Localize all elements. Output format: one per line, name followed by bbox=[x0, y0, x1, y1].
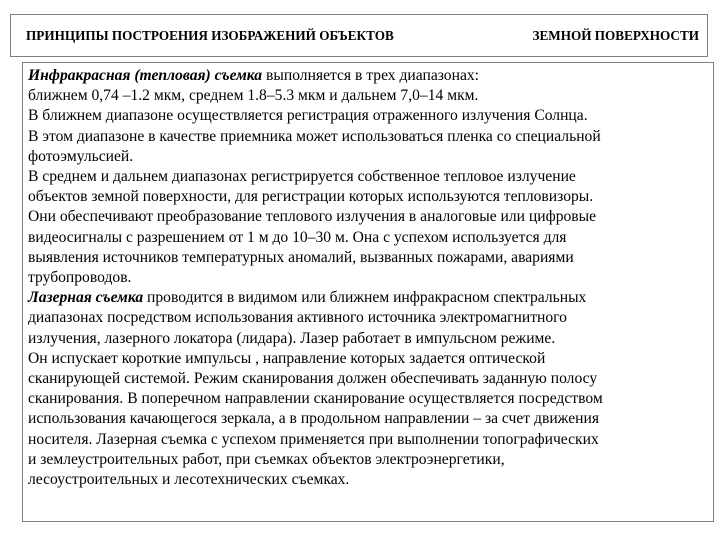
text-line bbox=[28, 66, 713, 86]
text-fragment: выполняется в трех диапазонах: bbox=[262, 67, 479, 84]
content-block bbox=[22, 62, 714, 522]
title-right: ЗЕМНОЙ ПОВЕРХНОСТИ bbox=[532, 27, 699, 43]
text-line: и землеустроительных работ, при съемках объектов электроэнергетики, bbox=[28, 450, 505, 468]
text-line: диапазонах посредством использования активного источника электромагнитного bbox=[28, 309, 567, 327]
text-line: выявления источников температурных аномалий, вызванных пожарами, авариями bbox=[28, 248, 574, 266]
text-line: Они обеспечивают преобразование теплового излучения в аналоговые или цифровые bbox=[28, 208, 597, 226]
slide-title bbox=[10, 14, 708, 57]
text-line: трубопроводов. bbox=[28, 269, 132, 287]
text-line: В этом диапазоне в качестве приемника может использоваться пленка со специальной bbox=[28, 127, 601, 145]
text-line bbox=[28, 288, 713, 308]
text-line: использования качающегося зеркала, а в продольном направлении – за счет движения bbox=[28, 410, 600, 428]
text-line: сканирующей системой. Режим сканирования должен обеспечивать заданную полосу bbox=[28, 370, 598, 388]
term-infrared: Инфракрасная (тепловая) съемка bbox=[28, 67, 263, 84]
text-line: В ближнем диапазоне осуществляется регистрация отраженного излучения Солнца. bbox=[28, 107, 588, 125]
text-line: излучения, лазерного локатора (лидара). Лазер работает в импульсном режиме. bbox=[28, 329, 556, 347]
text-line: В среднем и дальнем диапазонах регистрируется собственное тепловое излучение bbox=[28, 168, 576, 186]
text-line: ближнем 0,74 –1.2 мкм, среднем 1.8–5.3 мкм и дальнем 7,0–14 мкм. bbox=[28, 87, 479, 105]
text-fragment: проводится в видимом или ближнем инфракрасном спектральных bbox=[143, 289, 587, 307]
text-line: лесоустроительных и лесотехнических съемках. bbox=[28, 471, 350, 489]
text-line: носителя. Лазерная съемка с успехом применяется при выполнении топографических bbox=[28, 430, 599, 448]
term-laser: Лазерная съемка bbox=[28, 289, 144, 307]
text-line: видеосигналы с разрешением от 1 м до 10–30 м. Она с успехом используется для bbox=[28, 228, 567, 246]
text-line: сканирования. В поперечном направлении сканирование осуществляется посредством bbox=[28, 390, 603, 408]
text-line: объектов земной поверхности, для регистрации которых используются тепловизоры. bbox=[28, 188, 594, 206]
title-left: ПРИНЦИПЫ ПОСТРОЕНИЯ ИЗОБРАЖЕНИЙ ОБЪЕКТОВ bbox=[26, 27, 394, 43]
text-line: фотоэмульсией. bbox=[28, 147, 134, 165]
text-line: Он испускает короткие импульсы , направление которых задается оптической bbox=[28, 349, 546, 367]
